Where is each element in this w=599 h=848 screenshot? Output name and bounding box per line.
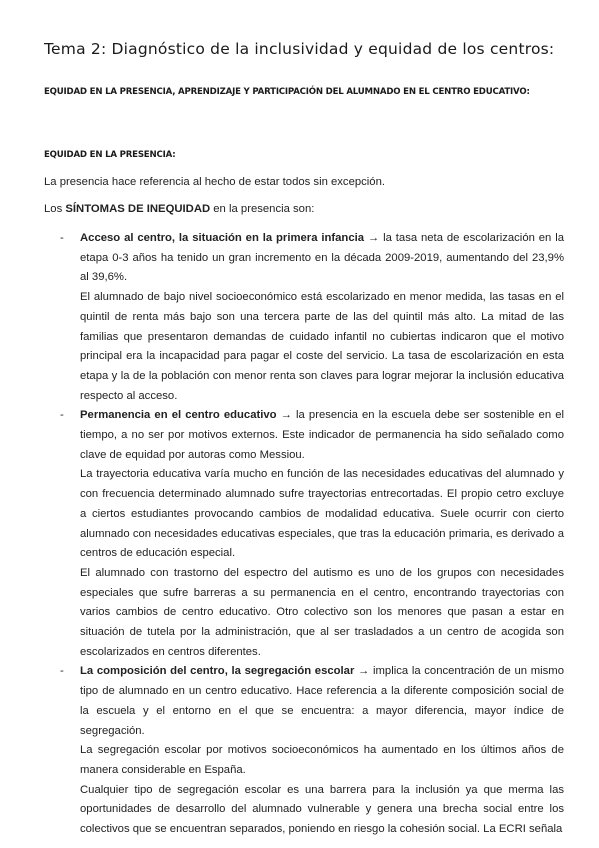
symptoms-bold: SÍNTOMAS DE INEQUIDAD <box>65 203 211 215</box>
symptoms-prefix: Los <box>44 203 66 215</box>
section-heading: EQUIDAD EN LA PRESENCIA: <box>44 150 176 160</box>
page-title: Tema 2: Diagnóstico de la inclusividad y equidad de los centros: <box>44 40 555 58</box>
item-lead-text: → la tasa neta de escolarización en la etapa 0-3 años ha tenido un gran incremento en la década 2009-2019, aumentando del 23,9% al 39,6%. <box>80 232 564 284</box>
list-dash: - <box>60 232 64 244</box>
intro-paragraph: La presencia hace referencia al hecho de estar todos sin excepción. <box>44 176 386 188</box>
page-subtitle: EQUIDAD EN LA PRESENCIA, APRENDIZAJE Y PARTICIPACIÓN DEL ALUMNADO EN EL CENTRO EDUCATIVO: <box>44 87 530 97</box>
item-lead-paragraph <box>80 662 564 741</box>
item-paragraph: El alumnado de bajo nivel socioeconómico está escolarizado en menor medida, las tasas en el quintil de renta más bajo son una tercera parte de las del quintil más alto. La mitad de las familias que presentaron demandas de cuidado infantil no cubiertas indicaron que el motivo principal era la incapacidad para pagar el coste del servicio. La tasa de escolarización en esta etapa y la de la población con menor renta son claves para lograr mejorar la inclusión educativa respecto al acceso. <box>80 291 564 402</box>
item-lead-text: → implica la concentración de un mismo tipo de alumnado en un centro educativo. Hace referencia a la diferente composición social de la escuela y el entorno en el que se encuentra: a mayor diferencia, mayor índice de segregación. <box>80 665 564 737</box>
item-paragraph: Cualquier tipo de segregación escolar es una barrera para la inclusión ya que merma las oportunidades de desarrollo del alumnado vulnerable y genera una brecha social entre los colectivos que se encuentran separados, poniendo en riesgo la cohesión social. La ECRI señala <box>80 783 564 836</box>
item-paragraph: El alumnado con trastorno del espectro del autismo es uno de los grupos con necesidades especiales que sufre barreras a su permanencia en el centro, encontrando trayectorias con varios cambios de centro educativo. Otro colectivo son los menores que pasan a estar en situación de tutela por la administración, que al ser trasladados a un centro de acogida son escolarizados en centros diferentes. <box>80 566 564 658</box>
list-item-segregation <box>44 662 564 839</box>
item-paragraph: La trayectoria educativa varía mucho en función de las necesidades educativas del alumnado y con frecuencia determinado alumnado sufre trayectorias entrecortadas. El propio cetro excluye a ciertos estudiantes provocando cambios de modalidad educativa. Suele ocurrir con cierto alumnado con necesidades educativas especiales, que tras la educación primaria, es derivado a centros de educación especial. <box>80 468 564 560</box>
symptoms-paragraph <box>44 202 314 216</box>
list-dash: - <box>60 665 64 678</box>
symptoms-list <box>44 229 564 840</box>
item-bold-title: La composición del centro, la segregación escolar <box>80 665 355 678</box>
item-lead-text: → la presencia en la escuela debe ser sostenible en el tiempo, a no ser por motivos externos. Este indicador de permanencia ha sido señalado como clave de equidad por autoras como Messiou. <box>80 409 564 461</box>
item-bold-title: Permanencia en el centro educativo <box>80 409 277 422</box>
list-item-access <box>44 229 564 406</box>
item-lead-paragraph <box>80 406 564 465</box>
list-dash: - <box>60 409 64 422</box>
item-paragraph: La segregación escolar por motivos socioeconómicos ha aumentado en los últimos años de manera considerable en España. <box>80 744 564 776</box>
item-lead-paragraph <box>80 229 564 288</box>
item-bold-title: Acceso al centro, la situación en la primera infancia <box>80 232 365 244</box>
list-item-permanence <box>44 406 564 662</box>
symptoms-suffix: en la presencia son: <box>210 203 315 215</box>
